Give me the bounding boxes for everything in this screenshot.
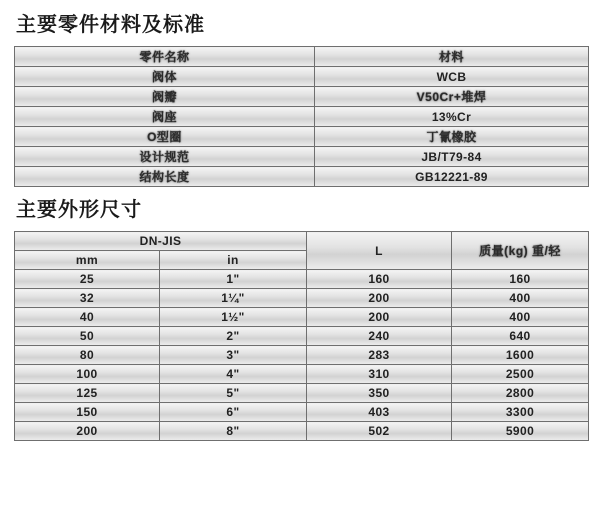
materials-table <box>14 46 589 187</box>
cell-length: 350 <box>307 384 452 403</box>
cell-mm: 40 <box>15 308 160 327</box>
cell-in: 1" <box>160 270 307 289</box>
cell-in: 8" <box>160 422 307 441</box>
cell-length: 200 <box>307 308 452 327</box>
table-row <box>15 47 589 67</box>
cell-mm: 150 <box>15 403 160 422</box>
table-row <box>15 67 589 87</box>
table-row <box>15 87 589 107</box>
table-row <box>15 147 589 167</box>
cell-length: 283 <box>307 346 452 365</box>
cell-length: 160 <box>307 270 452 289</box>
material-value: 13%Cr <box>315 107 589 127</box>
material-value: GB12221-89 <box>315 167 589 187</box>
cell-mm: 125 <box>15 384 160 403</box>
cell-weight: 1600 <box>452 346 589 365</box>
table-row <box>15 289 589 308</box>
dimensions-section-title: 主要外形尺寸 <box>16 199 142 221</box>
header-weight: 质量(kg) 重/轻 <box>452 232 589 270</box>
table-row <box>15 346 589 365</box>
table-row <box>15 403 589 422</box>
cell-length: 502 <box>307 422 452 441</box>
material-part-name: 阀体 <box>15 67 315 87</box>
cell-in: 3" <box>160 346 307 365</box>
cell-mm: 25 <box>15 270 160 289</box>
cell-weight: 3300 <box>452 403 589 422</box>
material-part-name: 阀座 <box>15 107 315 127</box>
cell-weight: 2800 <box>452 384 589 403</box>
header-in: in <box>160 251 307 270</box>
cell-mm: 50 <box>15 327 160 346</box>
cell-mm: 200 <box>15 422 160 441</box>
cell-weight: 2500 <box>452 365 589 384</box>
cell-weight: 5900 <box>452 422 589 441</box>
material-value: 丁氰橡胶 <box>315 127 589 147</box>
table-row <box>15 327 589 346</box>
table-row <box>15 270 589 289</box>
cell-in: 1¼" <box>160 289 307 308</box>
material-part-name: O型圈 <box>15 127 315 147</box>
materials-section-title: 主要零件材料及标准 <box>16 14 205 36</box>
material-part-name: 零件名称 <box>15 47 315 67</box>
table-row <box>15 384 589 403</box>
cell-weight: 400 <box>452 308 589 327</box>
cell-mm: 80 <box>15 346 160 365</box>
table-row <box>15 167 589 187</box>
dimensions-table-body <box>15 270 589 441</box>
cell-in: 2" <box>160 327 307 346</box>
cell-in: 1½" <box>160 308 307 327</box>
material-value: WCB <box>315 67 589 87</box>
cell-in: 5" <box>160 384 307 403</box>
table-header-group-row <box>15 232 589 251</box>
dimensions-table <box>14 231 589 441</box>
cell-length: 240 <box>307 327 452 346</box>
table-row <box>15 365 589 384</box>
cell-in: 4" <box>160 365 307 384</box>
cell-weight: 160 <box>452 270 589 289</box>
material-value: 材料 <box>315 47 589 67</box>
header-dn-jis: DN-JIS <box>15 232 307 251</box>
materials-table-body <box>15 47 589 187</box>
table-row <box>15 107 589 127</box>
material-part-name: 结构长度 <box>15 167 315 187</box>
cell-weight: 640 <box>452 327 589 346</box>
material-value: JB/T79-84 <box>315 147 589 167</box>
cell-mm: 32 <box>15 289 160 308</box>
material-part-name: 阀瓣 <box>15 87 315 107</box>
dimensions-table-head <box>15 232 589 270</box>
cell-weight: 400 <box>452 289 589 308</box>
header-mm: mm <box>15 251 160 270</box>
table-row <box>15 308 589 327</box>
material-value: V50Cr+堆焊 <box>315 87 589 107</box>
header-length: L <box>307 232 452 270</box>
table-row <box>15 127 589 147</box>
cell-length: 310 <box>307 365 452 384</box>
table-row <box>15 422 589 441</box>
cell-mm: 100 <box>15 365 160 384</box>
cell-length: 200 <box>307 289 452 308</box>
cell-in: 6" <box>160 403 307 422</box>
material-part-name: 设计规范 <box>15 147 315 167</box>
cell-length: 403 <box>307 403 452 422</box>
